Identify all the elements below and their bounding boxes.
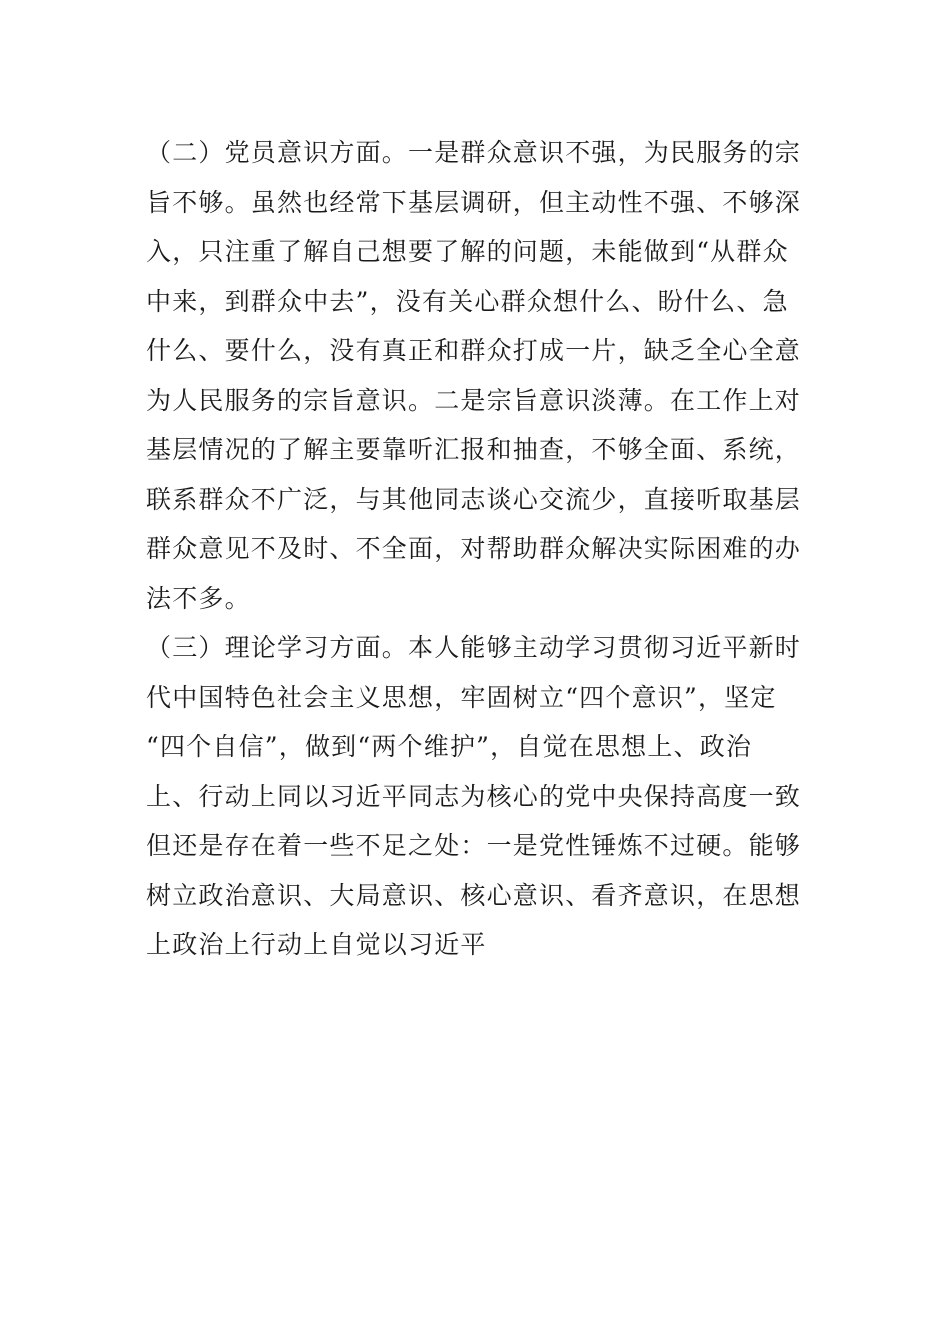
text-line: 代中国特色社会主义思想，牢固树立“四个意识”，坚定 xyxy=(146,682,777,712)
text-line: （三）理论学习方面。本人能够主动学习贯彻习近平新时 xyxy=(146,633,802,662)
text-line: 基层情况的了解主要靠听汇报和抽查，不够全面、系统， xyxy=(146,435,802,464)
text-line: 什么、要什么，没有真正和群众打成一片，缺乏全心全意 xyxy=(146,336,802,365)
text-line: 但还是存在着一些不足之处：一是党性锤炼不过硬。能够 xyxy=(146,831,802,860)
text-line: 群众意见不及时、不全面，对帮助群众解决实际困难的办 xyxy=(146,534,802,563)
text-line: “四个自信”，做到“两个维护”，自觉在思想上、政治 xyxy=(146,732,753,761)
text-line: 中来，到群众中去”，没有关心群众想什么、盼什么、急 xyxy=(146,286,789,316)
text-line: 旨不够。虽然也经常下基层调研，但主动性不强、不够深 xyxy=(146,187,802,217)
text-line: 入，只注重了解自己想要了解的问题，未能做到“从群众 xyxy=(146,237,789,266)
text-line: 联系群众不广泛，与其他同志谈心交流少，直接听取基层 xyxy=(146,484,802,514)
text-line: （二）党员意识方面。一是群众意识不强，为民服务的宗 xyxy=(146,138,802,167)
text-line: 上、行动上同以习近平同志为核心的党中央保持高度一致 xyxy=(146,781,802,811)
text-line: 为人民服务的宗旨意识。二是宗旨意识淡薄。在工作上对 xyxy=(146,385,802,415)
document-body xyxy=(146,128,810,970)
text-line: 树立政治意识、大局意识、核心意识、看齐意识，在思想 xyxy=(146,880,802,910)
text-line: 上政治上行动上自觉以习近平 xyxy=(146,930,487,959)
text-line: 法不多。 xyxy=(146,583,251,613)
